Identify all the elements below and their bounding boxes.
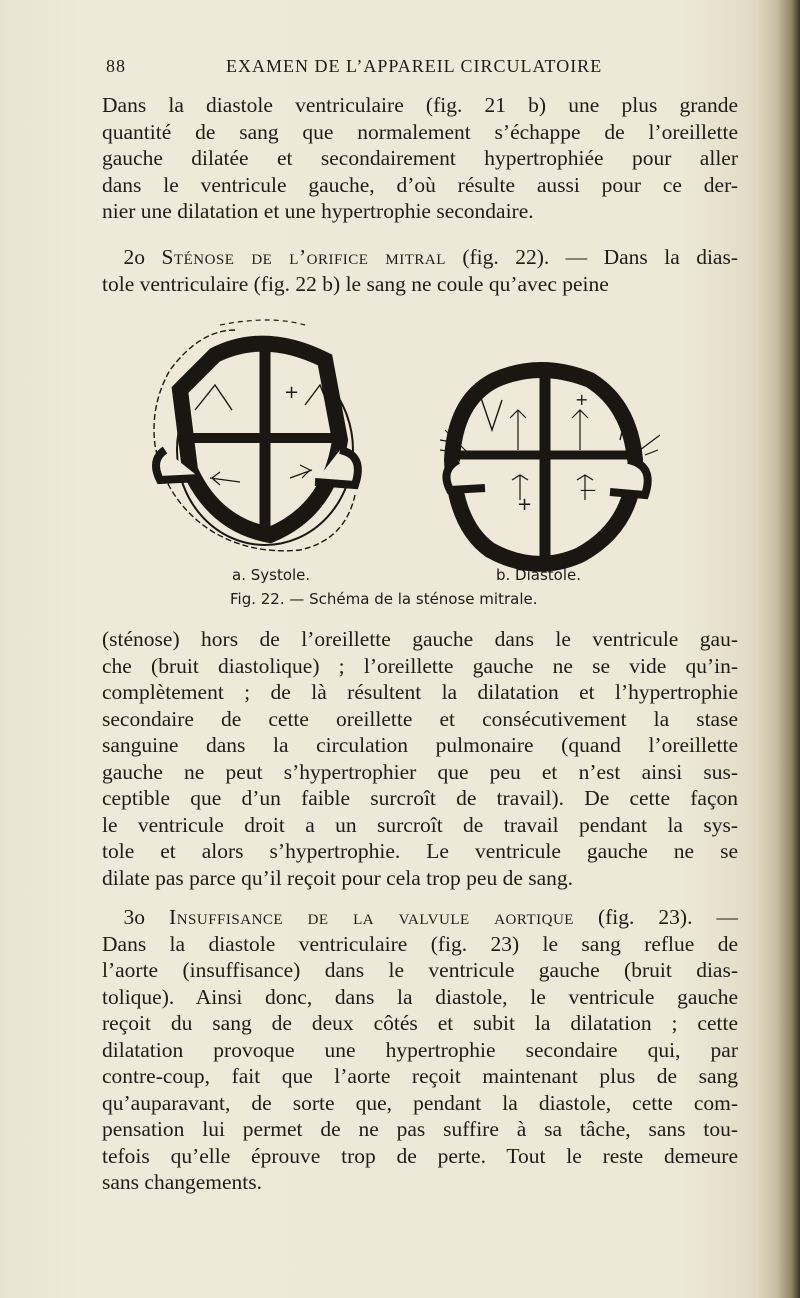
heart-diagrams (140, 310, 660, 590)
diastole-diagram (440, 370, 660, 565)
text-line: che (bruit diastolique) ; l’oreillette gauche ne se vide qu’in- (102, 653, 738, 678)
section-3 (102, 904, 738, 1196)
text-line: contre-coup, fait que l’aorte reçoit maintenant plus de sang (102, 1064, 738, 1088)
figure-caption: Fig. 22. — Schéma de la sténose mitrale. (230, 590, 538, 608)
text-line: sans changements. (102, 1170, 263, 1194)
text-line: reçoit du sang de deux côtés et subit la dilatation ; cette (102, 1011, 738, 1035)
text-line: complètement ; de là résultent la dilatation et l’hypertrophie (102, 680, 738, 704)
section-2-first-line (102, 244, 738, 271)
text-line: ceptible que d’un faible surcroît de travail). De cette façon (102, 786, 738, 810)
text-line: l’aorte (insuffisance) dans le ventricule gauche (bruit dias- (102, 958, 738, 982)
text-line: dilate pas parce qu’il reçoit pour cela trop peu de sang. (102, 865, 574, 890)
text-line: secondaire de cette oreillette et consécutivement la stase (102, 706, 738, 731)
section-2-heading: Sténose de l’orifice mitral (161, 245, 446, 269)
text-line: tole ventriculaire (fig. 22 b) le sang ne coule qu’avec peine (102, 271, 609, 296)
text-line: pensation lui permet de ne pas suffire à sa tâche, sans tou- (102, 1117, 738, 1141)
text-line: Dans la diastole ventriculaire (fig. 23) le sang reflue de (102, 931, 738, 956)
figure-22 (140, 310, 660, 610)
diastole-plus-sign-bottom: + (517, 494, 533, 515)
text-line: gauche ne peut s’hypertrophier que peu et n’est ainsi sus- (102, 759, 738, 784)
diastole-plus-sign-top: + (575, 390, 589, 409)
section-3-number: 3o (123, 905, 145, 929)
text-line: le ventricule droit a un surcroît de travail pendant la sys- (102, 812, 738, 837)
text-line: dans le ventricule gauche, d’où résulte aussi pour ce der- (102, 172, 738, 197)
systole-diagram (154, 320, 358, 551)
section-2-number: 2o (123, 245, 145, 269)
section-2-intro (102, 244, 738, 297)
section-3-heading: Insuffisance de la valvule aortique (169, 905, 574, 929)
text-line: tolique). Ainsi donc, dans la diastole, le ventricule gauche (102, 984, 738, 1009)
running-title: EXAMEN DE L’APPAREIL CIRCULATOIRE (226, 56, 603, 76)
text-line: (sténose) hors de l’oreillette gauche dans le ventricule gau- (102, 627, 738, 651)
diastole-minus-sign: — (580, 480, 596, 499)
text-line: quantité de sang que normalement s’échappe de l’oreillette (102, 119, 738, 144)
section-2-heading-rest: (fig. 22). — Dans la dias- (445, 245, 739, 269)
section-3-first-line (102, 904, 738, 931)
book-spine-shadow (758, 0, 800, 1298)
figure-label-a: a. Systole. (232, 566, 311, 584)
text-line: nier une dilatation et une hypertrophie secondaire. (102, 199, 534, 223)
systole-plus-sign: + (284, 382, 300, 403)
diastole-inflow-branches-right (640, 435, 660, 455)
text-line: sanguine dans la circulation pulmonaire (quand l’oreillette (102, 733, 738, 757)
systole-dashed-top (220, 320, 305, 325)
text-line: tefois qu’elle éprouve trop de perte. Tout le reste demeure (102, 1143, 738, 1168)
text-line: Dans la diastole ventriculaire (fig. 21 b) une plus grande (102, 93, 738, 117)
paragraph-1 (102, 92, 738, 225)
figure-label-b: b. Diastole. (496, 566, 582, 584)
text-line: dilatation provoque une hypertrophie secondaire qui, par (102, 1037, 738, 1062)
page-number: 88 (106, 56, 126, 76)
paragraph-2 (102, 626, 738, 891)
running-head (106, 56, 646, 84)
section-3-heading-rest: (fig. 23). — (573, 905, 739, 929)
text-line: qu’auparavant, de sorte que, pendant la diastole, cette com- (102, 1090, 738, 1115)
text-line: gauche dilatée et secondairement hypertrophiée pour aller (102, 146, 738, 170)
text-line: tole et alors s’hypertrophie. Le ventricule gauche ne se (102, 839, 738, 863)
